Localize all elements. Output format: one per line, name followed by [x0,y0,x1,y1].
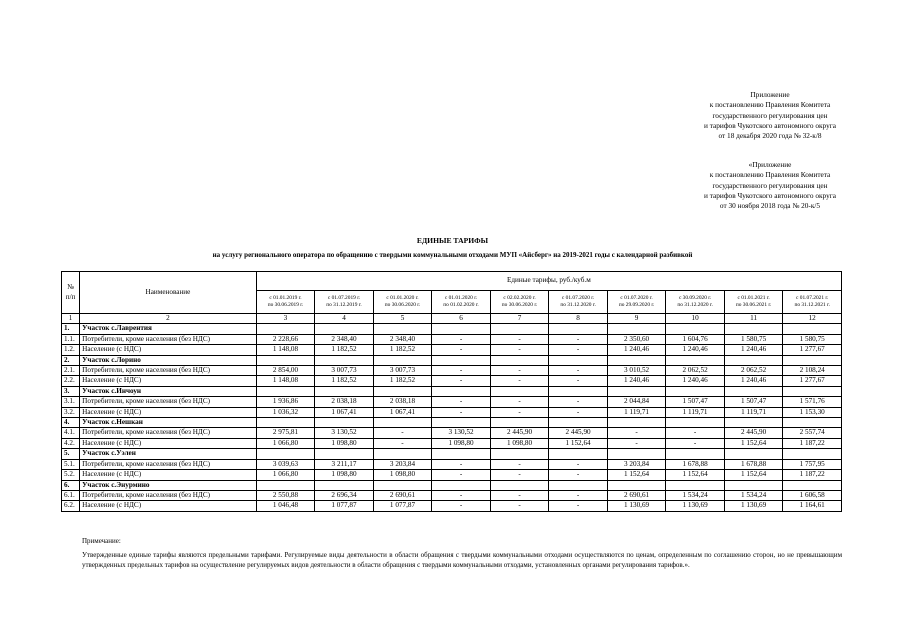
tariff-value: 2 445,90 [724,428,783,438]
row-number: 3.1. [62,397,80,407]
empty-cell [549,386,608,396]
empty-cell [256,480,315,490]
row-number: 3. [62,386,80,396]
empty-cell [607,480,666,490]
tariff-value: - [549,407,608,417]
row-name: Потребители, кроме населения (без НДС) [80,428,257,438]
tariff-value: 1 077,87 [315,501,374,511]
tariff-value: - [432,345,491,355]
row-number: 5.1. [62,459,80,469]
tariff-value: - [490,470,549,480]
tariff-value: 2 108,24 [783,366,842,376]
empty-cell [490,480,549,490]
tariff-value: - [549,376,608,386]
tariff-value: 1 098,80 [315,438,374,448]
tariff-value: 2 696,34 [315,490,374,500]
tariff-value: - [432,490,491,500]
empty-cell [666,355,725,365]
row-name: Население (с НДС) [80,376,257,386]
row-number: 6. [62,480,80,490]
column-index-cell: 11 [724,314,783,324]
empty-cell [373,449,432,459]
period-header-line: с 01.07.2020 г. [620,295,653,301]
empty-cell [666,449,725,459]
col-name-header: Наименование [80,272,257,314]
tariff-value: 1 187,22 [783,438,842,448]
tariff-value: 1 182,52 [315,345,374,355]
appendix-current-line: к постановлению Правления Комитета [709,100,831,110]
tariff-value: 1 066,80 [256,438,315,448]
empty-cell [724,480,783,490]
tariff-value: 1 098,80 [432,438,491,448]
tariff-value: 2 854,00 [256,366,315,376]
empty-cell [607,324,666,334]
tariff-value: 2 062,52 [724,366,783,376]
section-row [62,418,842,428]
column-index-row [62,314,842,324]
period-header-line: по 31.12.2020 г. [560,302,596,308]
column-index-cell: 3 [256,314,315,324]
empty-cell [256,418,315,428]
empty-cell [783,355,842,365]
tariff-value: 1 148,08 [256,345,315,355]
period-header-cell [315,291,374,314]
empty-cell [490,324,549,334]
empty-cell [315,449,374,459]
period-header-line: по 31.12.2020 г. [677,302,713,308]
tariff-value: - [432,376,491,386]
section-name: Участок с.Инчоун [80,386,257,396]
appendix-previous-line: и тарифов Чукотского автономного округа [704,190,836,200]
section-name: Участок с.Лаврентия [80,324,257,334]
tariff-value: 3 203,84 [607,459,666,469]
section-name: Участок с.Лорино [80,355,257,365]
tariff-value: 3 211,17 [315,459,374,469]
empty-cell [432,480,491,490]
period-header-line: с 01.01.2019 г. [269,295,302,301]
tariff-value: 1 182,52 [373,376,432,386]
period-header-line: по 01.02.2020 г. [443,302,479,308]
empty-cell [724,418,783,428]
table-row [62,407,842,417]
document-title: ЕДИНЫЕ ТАРИФЫ [416,236,489,245]
empty-cell [256,386,315,396]
table-row [62,366,842,376]
row-number: 4.2. [62,438,80,448]
tariff-value: 1 130,69 [724,501,783,511]
table-row [62,428,842,438]
empty-cell [724,324,783,334]
tariff-value: 2 348,40 [315,334,374,344]
tariff-value: 1 936,86 [256,397,315,407]
empty-cell [549,324,608,334]
row-number: 4. [62,418,80,428]
tariff-value: 2 350,60 [607,334,666,344]
section-name: Участок с.Энурмино [80,480,257,490]
tariff-value: - [490,490,549,500]
tariff-value: - [549,501,608,511]
tariff-value: 1 240,46 [666,345,725,355]
empty-cell [432,449,491,459]
section-name: Участок с.Нешкан [80,418,257,428]
column-index-cell: 8 [549,314,608,324]
row-number: 5.2. [62,470,80,480]
tariff-value: 1 119,71 [666,407,725,417]
table-row [62,490,842,500]
tariff-value: 1 277,67 [783,376,842,386]
tariff-value: 1 507,47 [724,397,783,407]
empty-cell [256,449,315,459]
empty-cell [783,324,842,334]
empty-cell [549,449,608,459]
tariff-value: - [373,438,432,448]
appendix-current-line: государственного регулирования цен [712,110,828,120]
table-row [62,459,842,469]
empty-cell [432,418,491,428]
table-row [62,470,842,480]
tariff-value: 1 571,76 [783,397,842,407]
column-index-cell: 12 [783,314,842,324]
tariff-value: 3 010,52 [607,366,666,376]
period-header-cell [724,291,783,314]
empty-cell [490,355,549,365]
row-number: 2. [62,355,80,365]
tariff-value: 1 130,69 [607,501,666,511]
tariffs-header: Единые тарифы, руб./куб.м [256,272,841,291]
row-number: 1.1. [62,334,80,344]
row-number: 2.2. [62,376,80,386]
tariff-value: - [549,366,608,376]
period-header-line: с 01.07.2019 г. [327,295,361,301]
empty-cell [607,449,666,459]
tariff-value: 1 153,30 [783,407,842,417]
empty-cell [432,355,491,365]
tariff-value: - [432,334,491,344]
row-name: Потребители, кроме населения (без НДС) [80,397,257,407]
tariff-value: 1 036,32 [256,407,315,417]
tariff-value: 3 130,52 [315,428,374,438]
tariff-value: 1 152,64 [724,470,783,480]
tariff-value: - [432,501,491,511]
period-header-cell [373,291,432,314]
tariff-value: 2 550,88 [256,490,315,500]
appendix-current-line: от 18 декабря 2020 года № 32-к/8 [718,131,822,141]
empty-cell [607,386,666,396]
period-header-line: с 01.01.2021 г. [737,295,770,301]
tariff-value: - [490,345,549,355]
column-index-cell: 5 [373,314,432,324]
tariff-value: - [549,334,608,344]
tariff-value: 3 130,52 [432,428,491,438]
row-name: Население (с НДС) [80,501,257,511]
tariff-value: 2 690,61 [607,490,666,500]
period-header-cell [783,291,842,314]
section-row [62,449,842,459]
tariff-value: 3 007,73 [373,366,432,376]
tariff-value: 3 039,63 [256,459,315,469]
tariff-value: 2 062,52 [666,366,725,376]
tariff-value: - [490,459,549,469]
tariff-value: 3 203,84 [373,459,432,469]
period-header-line: по 29.09.2020 г. [618,302,655,308]
tariff-value: 1 277,67 [783,345,842,355]
tariff-value: - [432,397,491,407]
tariff-value: 1 580,75 [724,334,783,344]
row-number: 5. [62,449,80,459]
empty-cell [256,324,315,334]
column-index-cell: 2 [80,314,257,324]
empty-cell [666,386,725,396]
period-header-line: с 01.07.2020 г. [561,295,595,301]
appendix-previous-line: к постановлению Правления Комитета [709,170,831,180]
tariff-value: 1 187,22 [783,470,842,480]
table-row [62,438,842,448]
period-header-line: с 02.02.2020 г. [503,295,536,301]
tariff-value: 1 098,80 [373,470,432,480]
tariff-value: 2 975,81 [256,428,315,438]
period-header-cell [432,291,491,314]
row-name: Потребители, кроме населения (без НДС) [80,490,257,500]
period-header-line: по 30.06.2020 г. [501,302,538,308]
document-subtitle: на услугу регионального оператора по обращению с твердыми коммунальными отходами МУП «Айсберг» на 2019-2021 годы с календарной разбивкой [212,251,693,259]
row-number: 1.2. [62,345,80,355]
note-text: Утвержденные единые тарифы являются предельными тарифами. Регулируемые виды деятельности в области обращения с твердыми коммунальными отходами осуществляются по ценам, определенным по соглашению сторон, но не превышающим утвержденных предельных тарифов на осуществление регулируемых видов деятельности в области обращения с твердыми коммунальными отходами, установленных органами регулирования тарифов.». [82,551,842,569]
empty-cell [549,355,608,365]
empty-cell [373,418,432,428]
tariff-value: 1 119,71 [724,407,783,417]
column-index-cell: 10 [666,314,725,324]
tariff-value: 1 757,95 [783,459,842,469]
tariff-value: 1 152,64 [724,438,783,448]
empty-cell [607,418,666,428]
tariff-value: 1 182,52 [315,376,374,386]
empty-cell [432,324,491,334]
period-header-line: по 31.12.2021 г. [794,302,830,308]
tariff-value: 1 240,46 [666,376,725,386]
period-header-cell [607,291,666,314]
tariff-value: - [549,490,608,500]
empty-cell [783,418,842,428]
empty-cell [724,386,783,396]
tariff-value: 1 678,88 [724,459,783,469]
empty-cell [490,386,549,396]
period-header-cell [666,291,725,314]
row-name: Население (с НДС) [80,470,257,480]
period-header-line: с 01.07.2021 г. [796,295,829,301]
empty-cell [549,418,608,428]
empty-cell [783,386,842,396]
table-row [62,397,842,407]
table-row [62,345,842,355]
tariff-value: - [490,366,549,376]
column-index-cell: 6 [432,314,491,324]
tariff-value: 1 240,46 [724,345,783,355]
tariff-value: 2 690,61 [373,490,432,500]
section-row [62,355,842,365]
tariff-value: 1 240,46 [607,345,666,355]
appendix-previous-line: «Приложение [748,160,792,169]
tariff-value: 1 534,24 [666,490,725,500]
column-index-cell: 7 [490,314,549,324]
table-row [62,501,842,511]
tariff-value: - [490,376,549,386]
tariff-value: 2 228,66 [256,334,315,344]
empty-cell [256,355,315,365]
section-row [62,324,842,334]
tariff-value: - [549,397,608,407]
empty-cell [315,418,374,428]
tariff-value: - [607,438,666,448]
empty-cell [666,418,725,428]
tariff-value: 1 148,08 [256,376,315,386]
row-name: Население (с НДС) [80,438,257,448]
period-header-line: с 30.09.2020 г. [678,295,712,301]
period-header-line: по 30.06.2021 г. [735,302,772,308]
tariff-value: - [490,407,549,417]
tariff-value: - [549,459,608,469]
empty-cell [315,480,374,490]
empty-cell [666,324,725,334]
empty-cell [607,355,666,365]
appendix-previous-line: государственного регулирования цен [712,180,828,190]
period-header-cell [256,291,315,314]
tariff-value: 2 038,18 [373,397,432,407]
tariff-value: 2 445,90 [549,428,608,438]
empty-cell [373,386,432,396]
tariff-value: 1 119,71 [607,407,666,417]
tariff-value: 3 007,73 [315,366,374,376]
row-name: Потребители, кроме населения (без НДС) [80,366,257,376]
empty-cell [373,480,432,490]
tariff-value: 1 077,87 [373,501,432,511]
tariff-value: - [373,428,432,438]
row-name: Потребители, кроме населения (без НДС) [80,459,257,469]
empty-cell [724,449,783,459]
tariff-value: 1 067,41 [315,407,374,417]
tariff-value: - [666,438,725,448]
row-number: 4.1. [62,428,80,438]
tariff-value: 2 038,18 [315,397,374,407]
appendix-current-block [650,90,890,141]
tariff-value: 1 046,48 [256,501,315,511]
tariff-value: 1 604,76 [666,334,725,344]
tariff-value: 2 445,90 [490,428,549,438]
row-name: Население (с НДС) [80,407,257,417]
period-header-cell [549,291,608,314]
period-header-line: по 31.12.2019 г. [326,302,362,308]
tariff-value: - [490,501,549,511]
tariff-value: 1 580,75 [783,334,842,344]
period-header-line: по 30.06.2019 г. [267,302,304,308]
appendix-previous-line: от 30 ноября 2018 года № 20-к/5 [719,201,821,211]
row-number: 6.1. [62,490,80,500]
table-row [62,376,842,386]
col-num-header: № п/п [62,272,80,314]
tariff-value: 1 164,61 [783,501,842,511]
tariff-value: 1 606,58 [783,490,842,500]
tariff-value: 1 152,64 [666,470,725,480]
tariff-value: 1 066,80 [256,470,315,480]
empty-cell [490,418,549,428]
tariff-value: - [432,459,491,469]
tariff-value: 1 182,52 [373,345,432,355]
tariff-value: 1 534,24 [724,490,783,500]
table-row [62,334,842,344]
tariff-value: 1 067,41 [373,407,432,417]
tariff-value: 1 678,88 [666,459,725,469]
tariff-value: 2 557,74 [783,428,842,438]
tariff-value: - [607,428,666,438]
column-index-cell: 1 [62,314,80,324]
tariff-value: - [549,470,608,480]
empty-cell [315,386,374,396]
period-header-line: с 01.01.2020 г. [386,295,419,301]
row-number: 6.2. [62,501,80,511]
tariff-value: 1 240,46 [607,376,666,386]
empty-cell [783,449,842,459]
tariff-value: 1 098,80 [315,470,374,480]
row-number: 3.2. [62,407,80,417]
appendix-current-line: и тарифов Чукотского автономного округа [704,120,836,130]
empty-cell [724,355,783,365]
empty-cell [666,480,725,490]
tariff-value: 1 507,47 [666,397,725,407]
section-row [62,480,842,490]
appendix-current-line: Приложение [750,90,790,99]
appendix-previous-block [650,160,890,211]
empty-cell [373,324,432,334]
note-label: Примечание: [82,537,121,545]
empty-cell [549,480,608,490]
tariff-value: - [490,334,549,344]
tariff-value: - [666,428,725,438]
tariff-value: - [490,397,549,407]
row-number: 2.1. [62,366,80,376]
empty-cell [432,386,491,396]
tariff-value: 1 130,69 [666,501,725,511]
tariff-value: 1 152,64 [549,438,608,448]
empty-cell [783,480,842,490]
column-index-cell: 9 [607,314,666,324]
empty-cell [373,355,432,365]
tariff-value: 2 044,84 [607,397,666,407]
period-header-line: с 01.01.2020 г. [444,295,478,301]
empty-cell [490,449,549,459]
row-name: Население (с НДС) [80,345,257,355]
tariff-value: - [432,470,491,480]
column-index-cell: 4 [315,314,374,324]
tariff-value: 2 348,40 [373,334,432,344]
tariff-value: 1 098,80 [490,438,549,448]
tariff-value: - [432,407,491,417]
empty-cell [315,355,374,365]
row-name: Потребители, кроме населения (без НДС) [80,334,257,344]
tariff-value: 1 152,64 [607,470,666,480]
tariff-value: - [432,366,491,376]
section-name: Участок с.Уэлен [80,449,257,459]
tariff-table [61,271,842,512]
tariff-value: 1 240,46 [724,376,783,386]
period-header-line: по 30.06.2020 г. [384,302,421,308]
row-number: 1. [62,324,80,334]
section-row [62,386,842,396]
tariff-value: - [549,345,608,355]
empty-cell [315,324,374,334]
period-header-cell [490,291,549,314]
